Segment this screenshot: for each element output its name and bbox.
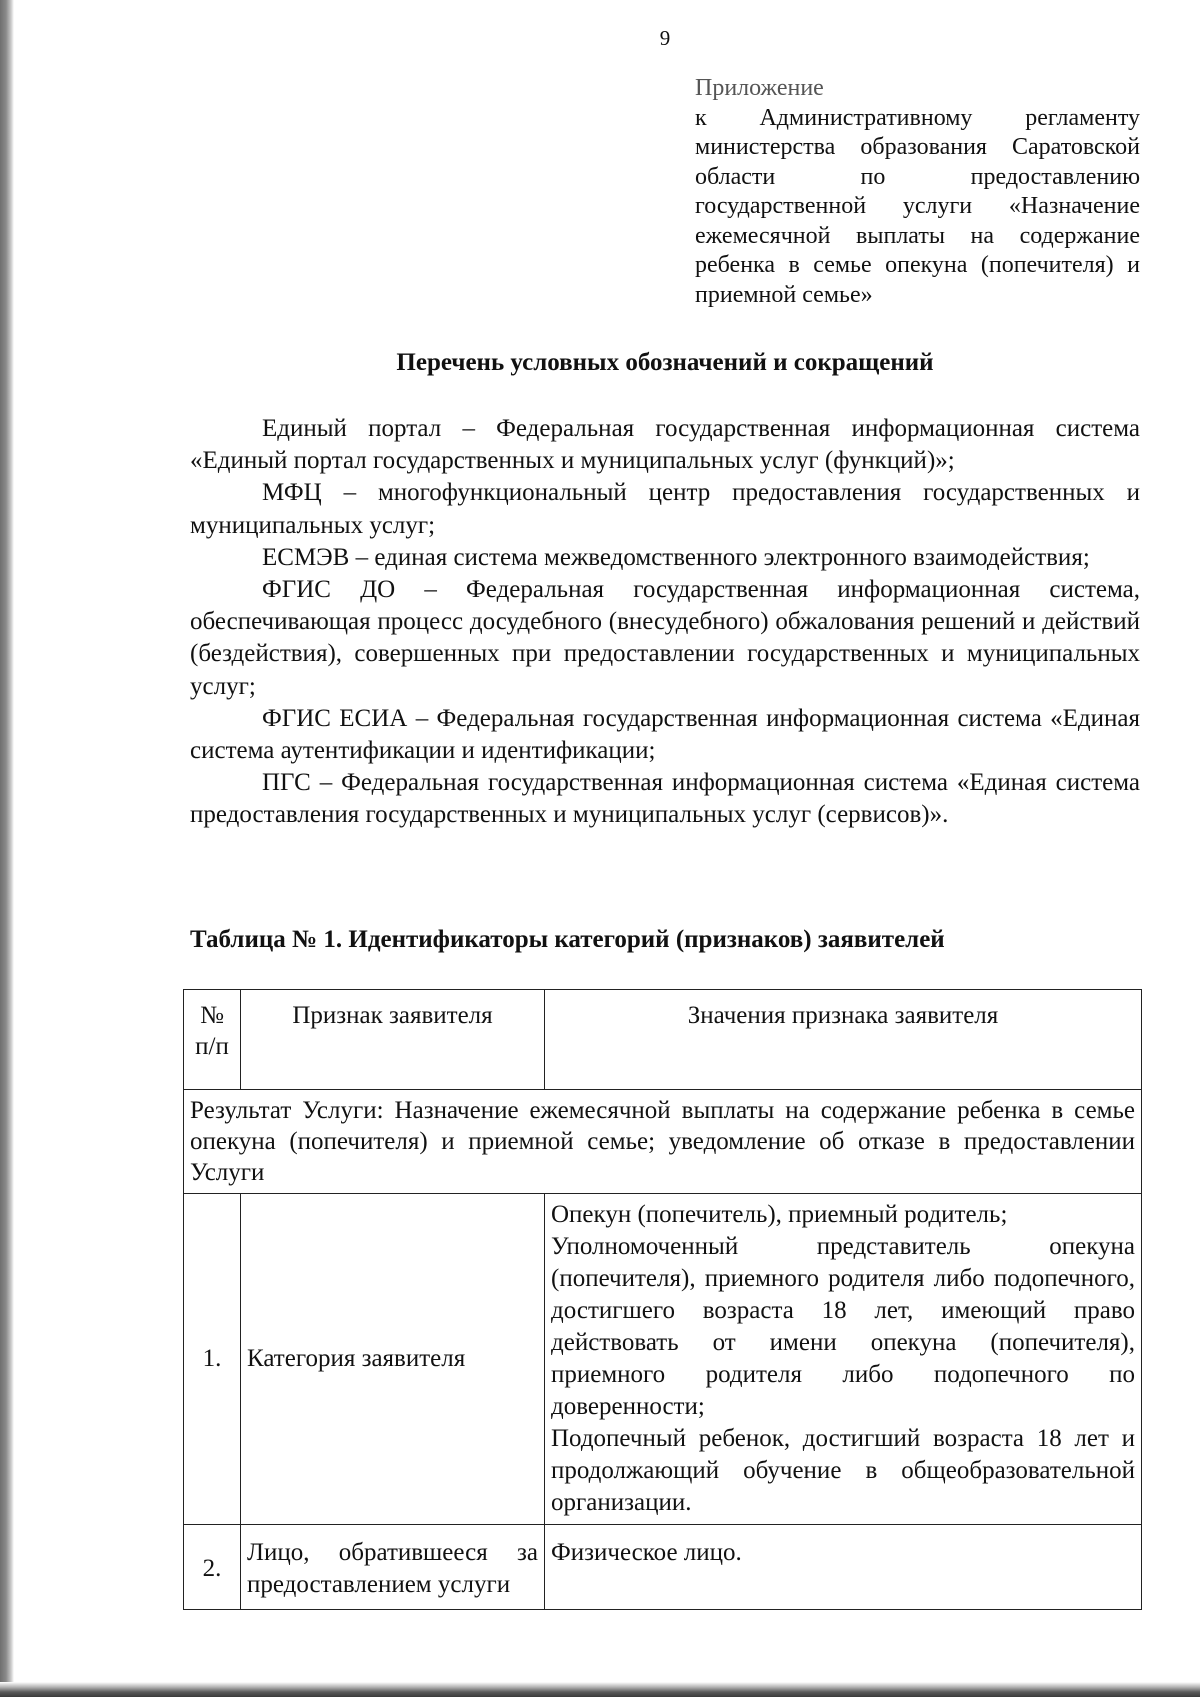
header-attribute: Признак заявителя — [241, 990, 545, 1090]
row-value-item: Опекун (попечитель), приемный родитель; — [551, 1201, 1008, 1228]
applicant-identifiers-table — [183, 989, 1142, 1610]
scan-bottom-edge — [0, 1682, 1200, 1697]
header-num: № п/п — [184, 990, 241, 1090]
row-values — [545, 1194, 1142, 1525]
table-title: Таблица № 1. Идентификаторы категорий (признаков) заявителей — [190, 926, 945, 953]
table-result-row — [184, 1090, 1142, 1194]
table-header-row — [184, 990, 1142, 1090]
row-number: 2. — [184, 1525, 241, 1610]
abbreviation-item: ФГИС ДО – Федеральная государственная информационная система, обеспечивающая процесс досудебного (внесудебного) обжалования решений и действий (бездействия), совершенных при предоставлении государственных и муниципальных услуг; — [190, 576, 1140, 700]
table-row — [184, 1525, 1142, 1610]
abbreviation-item: МФЦ – многофункциональный центр предоставления государственных и муниципальных услуг; — [190, 479, 1140, 539]
result-cell: Результат Услуги: Назначение ежемесячной выплаты на содержание ребенка в семье опекуна (попечителя) и приемной семье; уведомление об отказе в предоставлении Услуги — [184, 1090, 1142, 1194]
abbreviation-item: Единый портал – Федеральная государственная информационная система «Единый портал государственных и муниципальных услуг (функций)»; — [190, 415, 1140, 475]
header-values: Значения признака заявителя — [545, 990, 1142, 1090]
appendix-text: к Административному регламенту министерства образования Саратовской области по предоставлению государственной услуги «Назначение ежемесячной выплаты на содержание ребенка в семье опекуна (попечителя) и приемной семье» — [695, 104, 1140, 308]
row-number: 1. — [184, 1194, 241, 1525]
abbreviation-item: ЕСМЭВ – единая система межведомственного электронного взаимодействия; — [262, 543, 1090, 571]
row-value-item: Физическое лицо. — [551, 1539, 742, 1566]
abbreviation-item: ФГИС ЕСИА – Федеральная государственная информационная система «Единая система аутентификации и идентификации; — [190, 704, 1140, 765]
row-attribute: Лицо, обратившееся за предоставлением услуги — [241, 1525, 545, 1610]
appendix-block — [695, 74, 1140, 310]
row-values — [545, 1525, 1142, 1610]
abbreviation-item: ПГС – Федеральная государственная информационная система «Единая система предоставления государственных и муниципальных услуг (сервисов)». — [190, 769, 1140, 829]
row-attribute: Категория заявителя — [241, 1194, 545, 1525]
table-row — [184, 1194, 1142, 1525]
document-title: Перечень условных обозначений и сокращений — [396, 349, 934, 376]
abbreviation-list — [190, 413, 1140, 832]
row-value-item: Уполномоченный представитель опекуна (попечителя), приемного родителя либо подопечного, достигшего возраста 18 лет, имеющий право действовать от имени опекуна (попечителя), приемного родителя либо подопечного по доверенности; — [551, 1233, 1135, 1420]
scan-left-edge — [0, 0, 14, 1697]
row-value-item: Подопечный ребенок, достигший возраста 18 лет и продолжающий обучение в общеобразовательной организации. — [551, 1425, 1135, 1516]
page-number: 9 — [659, 26, 671, 50]
appendix-label: Приложение — [695, 75, 824, 101]
